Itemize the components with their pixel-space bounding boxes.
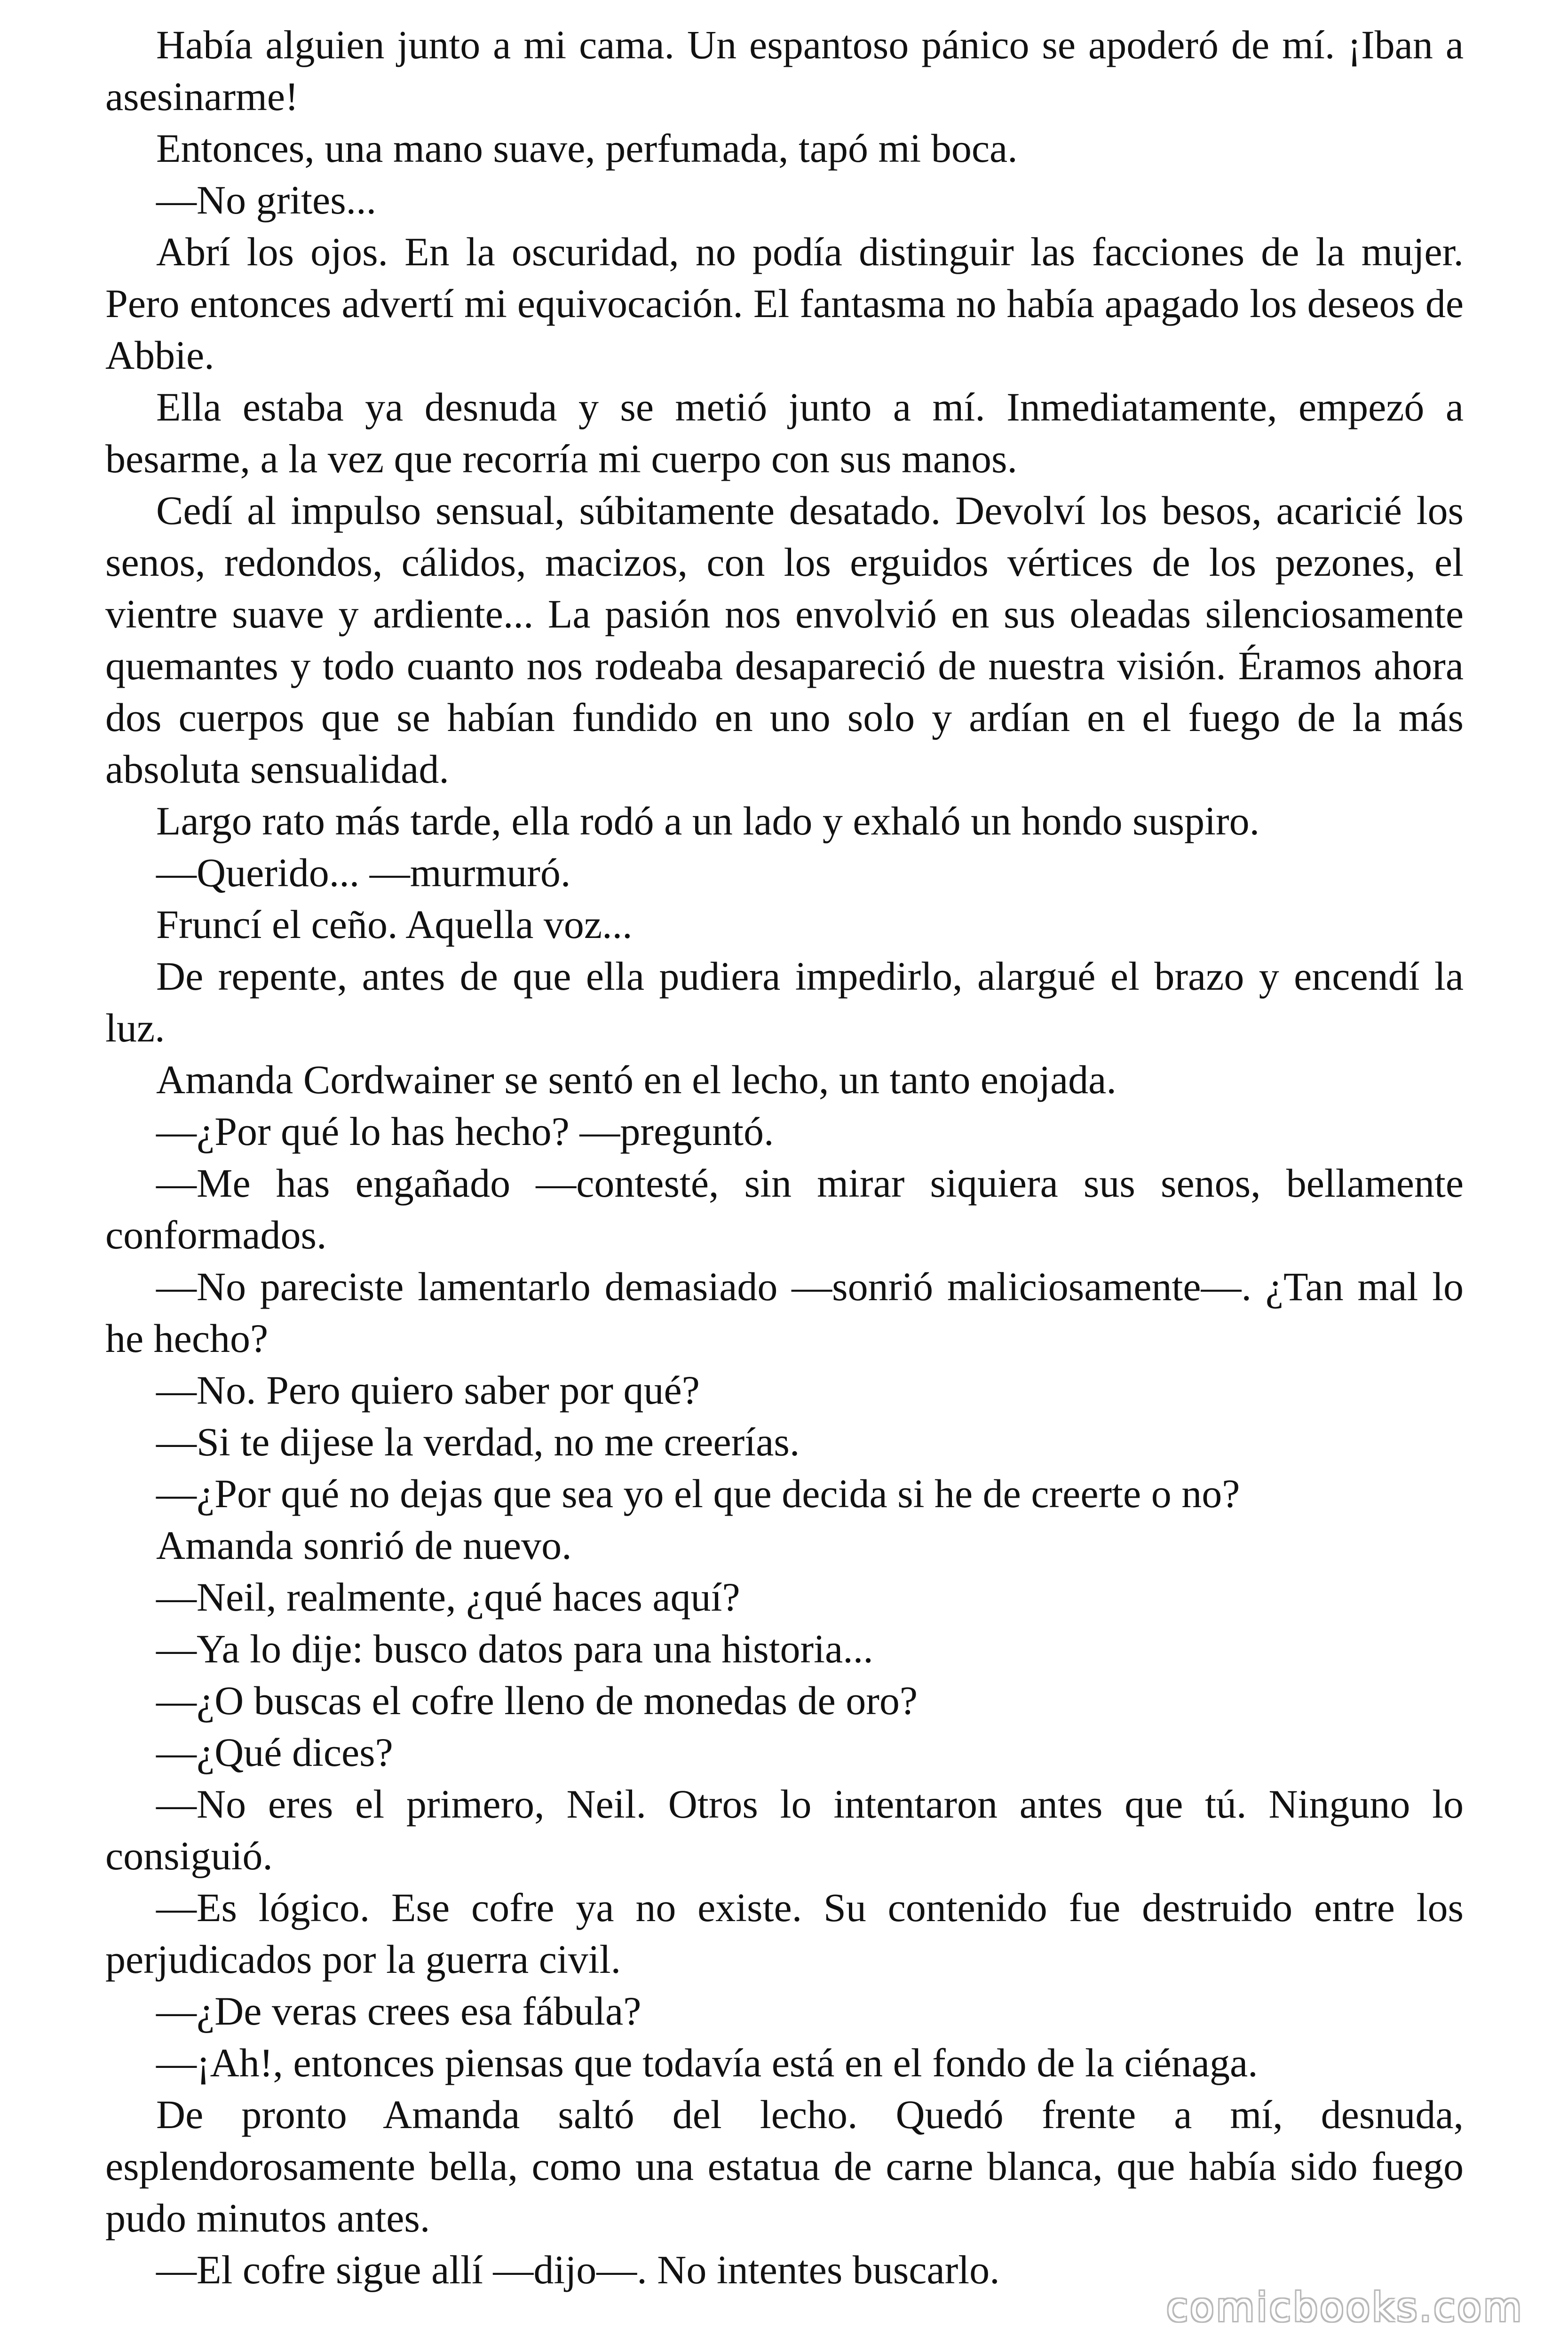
- paragraph: Ella estaba ya desnuda y se metió junto a mí. Inmediatamente, empezó a besarme, a la vez que recorría mi cuerpo con sus manos.: [105, 384, 1464, 481]
- paragraph: Cedí al impulso sensual, súbitamente desatado. Devolví los besos, acaricié los senos, redondos, cálidos, macizos, con los erguidos vértices de los pezones, el vientre suave y ardiente... La pasión nos envolvió en sus oleadas silenciosamente quemantes y todo cuanto nos rodeaba desapareció de nuestra visión. Éramos ahora dos cuerpos que se habían fundido en uno solo y ardían en el fuego de la más absoluta sensualidad.: [105, 488, 1464, 792]
- paragraph: Fruncí el ceño. Aquella voz...: [156, 902, 633, 947]
- paragraph: —Me has engañado —contesté, sin mirar siquiera sus senos, bellamente conformados.: [105, 1160, 1464, 1257]
- paragraph: —No. Pero quiero saber por qué?: [156, 1367, 700, 1413]
- paragraph: De repente, antes de que ella pudiera impedirlo, alargué el brazo y encendí la luz.: [105, 954, 1464, 1050]
- paragraph: Amanda Cordwainer se sentó en el lecho, un tanto enojada.: [156, 1057, 1117, 1102]
- paragraph: —¡Ah!, entonces piensas que todavía está en el fondo de la ciénaga.: [156, 2040, 1258, 2085]
- paragraph: —¿De veras crees esa fábula?: [156, 1988, 641, 2034]
- page-text: [105, 19, 1464, 2296]
- paragraph: —No grites...: [156, 177, 377, 222]
- paragraph: De pronto Amanda saltó del lecho. Quedó frente a mí, desnuda, esplendorosamente bella, como una estatua de carne blanca, que había sido fuego pudo minutos antes.: [105, 2092, 1464, 2241]
- watermark: comicbooks.com: [1166, 2284, 1524, 2330]
- paragraph: Abrí los ojos. En la oscuridad, no podía distinguir las facciones de la mujer. Pero entonces advertí mi equivocación. El fantasma no había apagado los deseos de Abbie.: [105, 229, 1464, 378]
- paragraph: Había alguien junto a mi cama. Un espantoso pánico se apoderó de mí. ¡Iban a asesinarme!: [105, 22, 1464, 119]
- paragraph: —¿Por qué lo has hecho? —preguntó.: [156, 1109, 774, 1154]
- paragraph: —¿O buscas el cofre lleno de monedas de oro?: [156, 1678, 918, 1723]
- paragraph: —¿Qué dices?: [156, 1730, 393, 1775]
- paragraph: —Si te dijese la verdad, no me creerías.: [156, 1419, 800, 1464]
- paragraph: —¿Por qué no dejas que sea yo el que decida si he de creerte o no?: [156, 1471, 1240, 1516]
- paragraph: —Es lógico. Ese cofre ya no existe. Su contenido fue destruido entre los perjudicados por la guerra civil.: [105, 1885, 1464, 1982]
- paragraph: —El cofre sigue allí —dijo—. No intentes buscarlo.: [156, 2247, 1000, 2292]
- paragraph: —No eres el primero, Neil. Otros lo intentaron antes que tú. Ninguno lo consiguió.: [105, 1781, 1464, 1878]
- paragraph: Amanda sonrió de nuevo.: [156, 1523, 572, 1568]
- paragraph: Largo rato más tarde, ella rodó a un lado y exhaló un hondo suspiro.: [156, 798, 1260, 843]
- paragraph: —Neil, realmente, ¿qué haces aquí?: [156, 1574, 740, 1620]
- paragraph: —Querido... —murmuró.: [156, 850, 571, 895]
- paragraph: Entonces, una mano suave, perfumada, tapó mi boca.: [156, 126, 1018, 171]
- paragraph: —No pareciste lamentarlo demasiado —sonrió maliciosamente—. ¿Tan mal lo he hecho?: [105, 1264, 1464, 1361]
- paragraph: —Ya lo dije: busco datos para una historia...: [156, 1626, 873, 1671]
